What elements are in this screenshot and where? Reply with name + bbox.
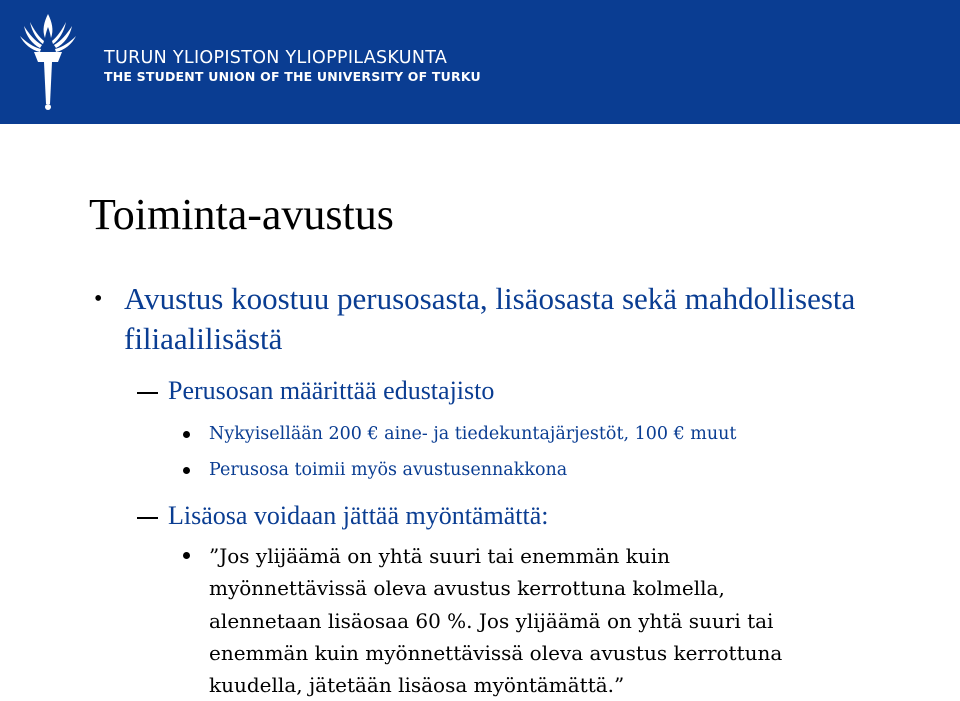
dash-icon — [137, 392, 158, 394]
org-name-finnish: TURUN YLIOPISTON YLIOPPILASKUNTA — [104, 48, 448, 68]
bullet-dot-icon: • — [94, 286, 103, 312]
bullet-dot-icon — [183, 552, 190, 559]
quote-text: ”Jos ylijäämä on yhtä suuri tai enemmän kuin myönnettävissä oleva avustus kerrottuna kolmella, alennetaan lisäosaa 60 %. Jos ylijäämä on yhtä suuri tai enemmän kuin myönnettävissä oleva avustus kerrottuna kuudella, jätetään lisäosa myöntämättä.” — [209, 544, 783, 698]
slide-title: Toiminta-avustus — [89, 190, 394, 239]
organization-name — [104, 47, 481, 85]
bullet-level1 — [94, 279, 924, 359]
bullet-dot-icon — [183, 431, 190, 438]
org-name-english: THE STUDENT UNION OF THE UNIVERSITY OF TURKU — [104, 69, 481, 84]
bullet-level3-item: Perusosa toimii myös avustusennakkona — [209, 460, 568, 480]
bullet-level2-perusosa: Perusosan määrittää edustajisto — [168, 376, 495, 405]
dash-icon — [137, 517, 158, 519]
bullet-level3-item: Nykyisellään 200 € aine- ja tiedekuntajärjestöt, 100 € muut — [209, 424, 737, 444]
bullet-level1-text: Avustus koostuu perusosasta, lisäosasta sekä mahdollisesta filiaalilisästä — [124, 281, 856, 356]
header-banner — [0, 0, 960, 124]
torch-logo-icon — [18, 12, 78, 112]
bullet-dot-icon — [183, 467, 190, 474]
bullet-level2-lisaosa: Lisäosa voidaan jättää myöntämättä: — [168, 501, 549, 530]
